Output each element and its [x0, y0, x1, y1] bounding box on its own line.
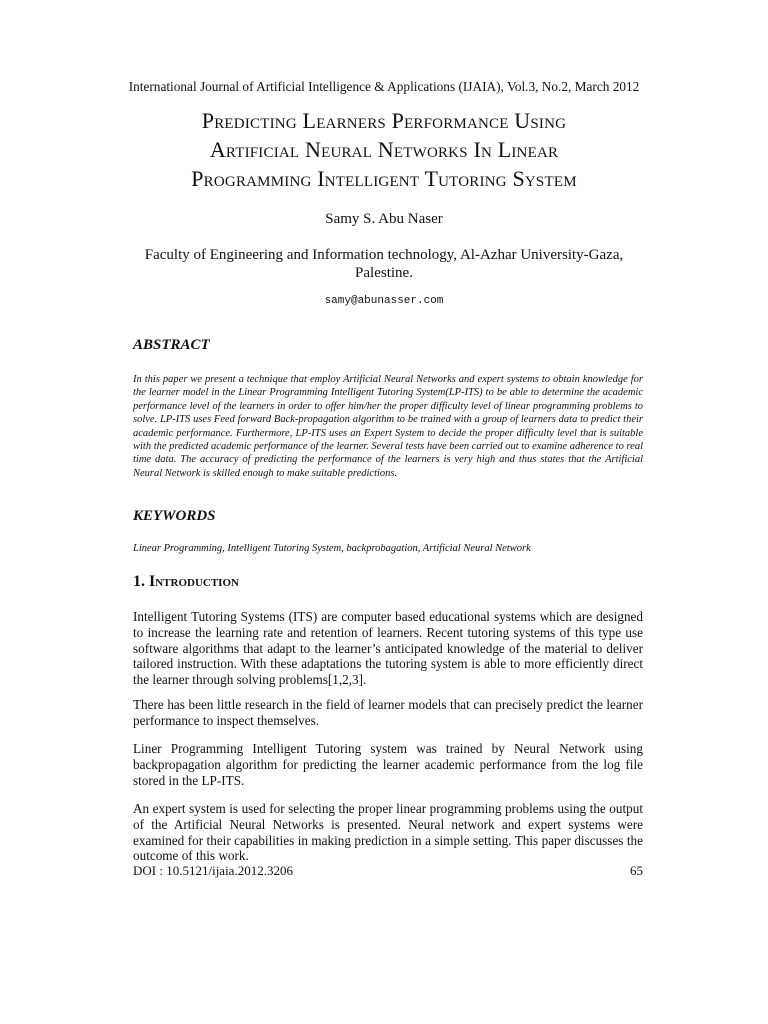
paper-title — [60, 106, 708, 193]
author-affiliation: Faculty of Engineering and Information technology, Al-Azhar University-Gaza, Palestine. — [144, 247, 624, 281]
title-line-3: Programming Intelligent Tutoring System — [191, 166, 577, 191]
running-head: International Journal of Artificial Intelligence & Applications (IJAIA), Vol.3, No.2, March 2012 — [128, 79, 640, 94]
keywords-text: Linear Programming, Intelligent Tutoring System, backprobagation, Artificial Neural Network — [133, 543, 531, 554]
title-line-1: Predicting Learners Performance Using — [201, 108, 567, 133]
keywords-heading: KEYWORDS — [133, 508, 216, 524]
intro-paragraph-2: There has been little research in the field of learner models that can precisely predict the learner performance to inspect themselves. — [133, 697, 643, 728]
intro-paragraph-1: Intelligent Tutoring Systems (ITS) are computer based educational systems which are designed to increase the learning rate and retention of learners. Recent tutoring systems of this type use software algorithms that adapt to the learner’s anticipated knowledge of the material to deliver tailored instruction. With these adaptations the tutoring system is able to more efficiently direct the learner through solving problems[1,2,3]. — [133, 609, 643, 688]
abstract-heading: ABSTRACT — [133, 337, 210, 353]
doi-link[interactable]: DOI : 10.5121/ijaia.2012.3206 — [133, 863, 293, 878]
abstract-text: In this paper we present a technique that employ Artificial Neural Networks and expert systems to obtain knowledge for the learner model in the Linear Programming Intelligent Tutoring System(LP-ITS) to be able to determine the academic performance level of the learners in order to offer him/her the proper difficulty level of linear programming problems to solve. LP-ITS uses Feed forward Back-propagation algorithm to be trained with a group of learners data to predict their academic performance. Furthermore, LP-ITS uses an Expert System to decide the proper difficulty level that is suitable with the predicted academic performance of the learner. Several tests have been carried out to examine adherence to real time data. The accuracy of predicting the performance of the learners is very high and thus states that the Artificial Neural Network is skilled enough to make suitable predictions. — [133, 374, 643, 479]
introduction-heading: 1. Introduction — [133, 573, 239, 590]
title-line-2: Artificial Neural Networks In Linear — [209, 137, 559, 162]
intro-paragraph-4: An expert system is used for selecting the proper linear programming problems using the output of the Artificial Neural Networks is presented. Neural network and expert systems were examined for their capabilities in making prediction in a simple setting. This paper discusses the outcome of this work. — [133, 801, 643, 864]
intro-paragraph-3: Liner Programming Intelligent Tutoring system was trained by Neural Network using backpropagation algorithm for predicting the learner academic performance from the log file stored in the LP-ITS. — [133, 741, 643, 788]
page-number: 65 — [630, 863, 643, 878]
author-name: Samy S. Abu Naser — [325, 211, 443, 227]
author-email: samy@abunasser.com — [324, 295, 444, 307]
